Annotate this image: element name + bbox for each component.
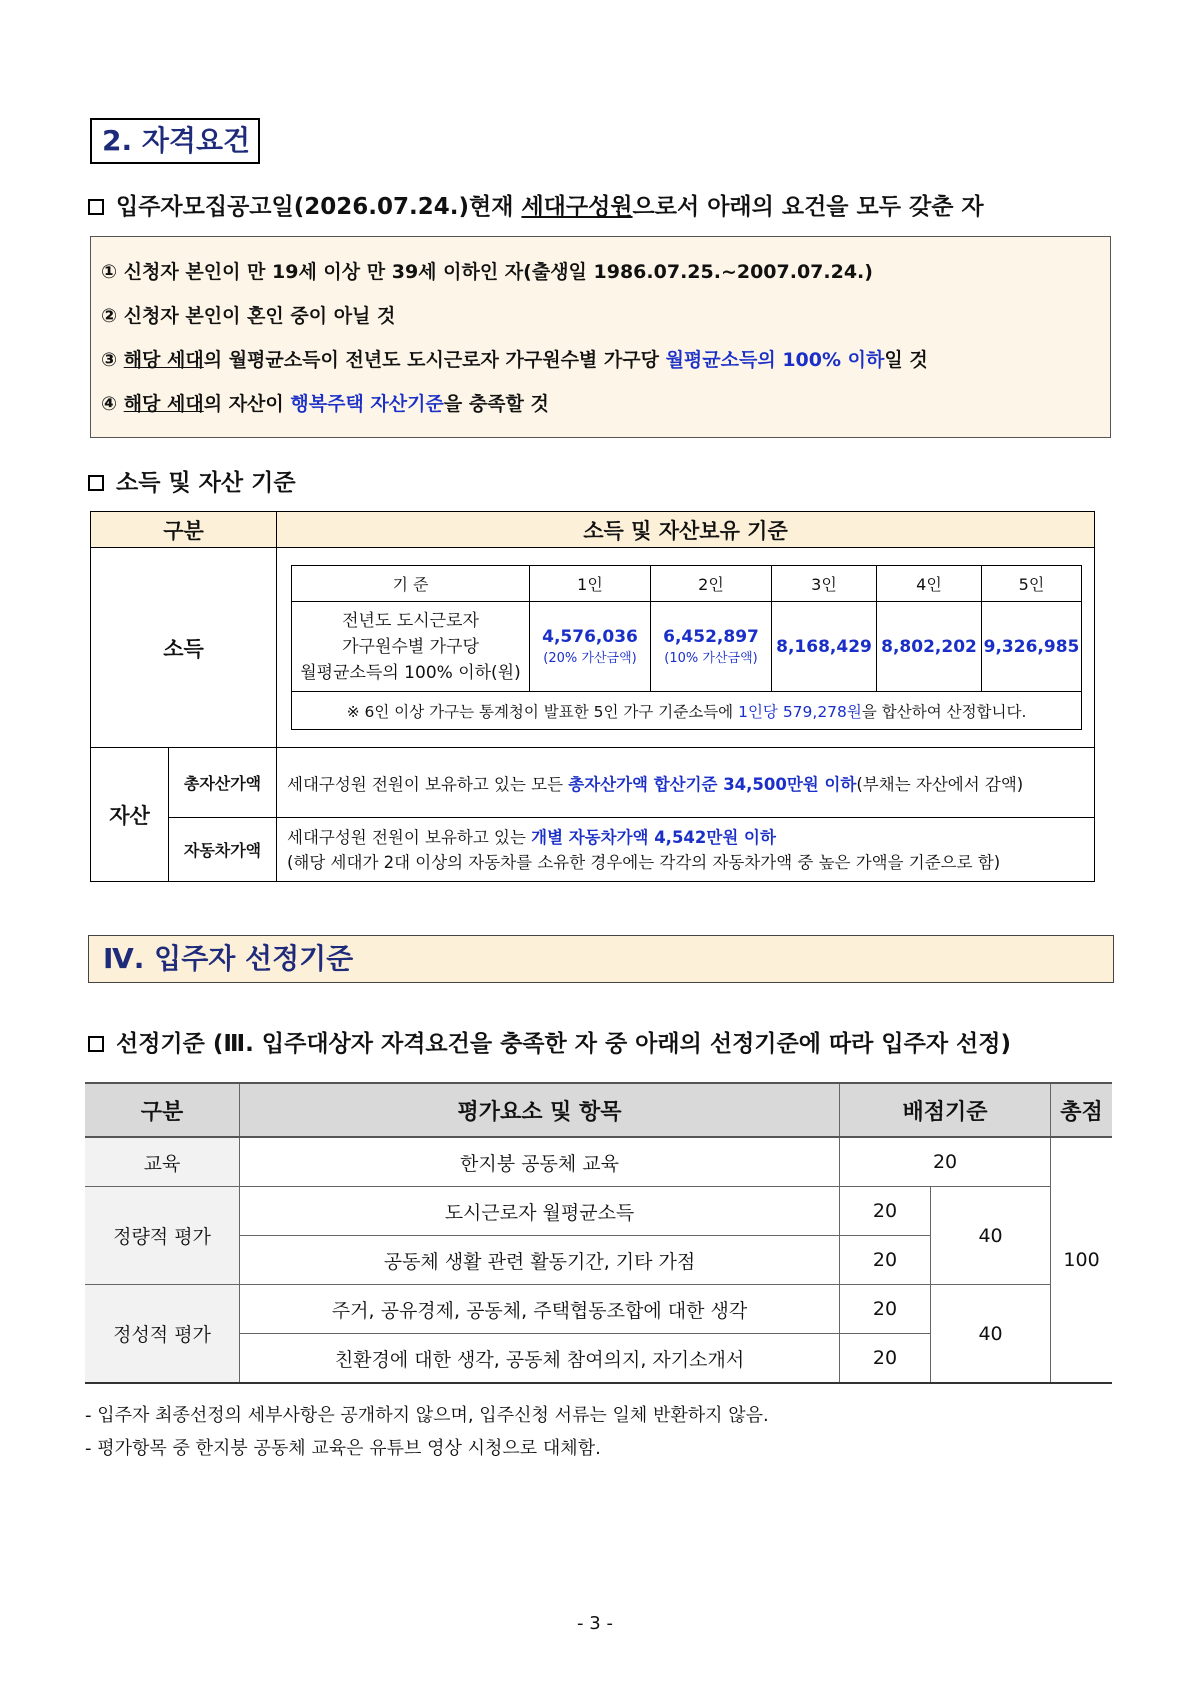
inner-header-3: 3인 <box>772 566 877 602</box>
income-cell <box>277 548 1095 748</box>
income-value-1: 4,576,036 (20% 가산금액) <box>530 602 651 692</box>
sel-header-items: 평가요소 및 항목 <box>240 1083 840 1137</box>
table-header-category: 구분 <box>91 512 277 548</box>
note-1: - 입주자 최종선정의 세부사항은 공개하지 않으며, 입주신청 서류는 일체 반환하지 않음. <box>85 1405 769 1426</box>
quant-item-2: 공동체 생활 관련 활동기간, 기타 가점 <box>240 1236 840 1285</box>
requirement-4: ④ 해당 세대의 자산이 행복주택 자산기준을 충족할 것 <box>101 393 549 415</box>
income-asset-table <box>90 511 1095 882</box>
requirement-3: ③ 해당 세대의 월평균소득이 전년도 도시근로자 가구원수별 가구당 월평균소득의 100% 이하일 것 <box>101 349 928 371</box>
requirements-box <box>90 236 1111 438</box>
checkbox-square-icon <box>88 199 104 215</box>
income-value-2: 6,452,897 (10% 가산금액) <box>651 602 772 692</box>
car-label: 자동차가액 <box>169 818 277 882</box>
income-label: 소득 <box>91 548 277 748</box>
income-heading: 소득 및 자산 기준 <box>88 464 296 497</box>
inner-header-1: 1인 <box>530 566 651 602</box>
qualification-heading: 입주자모집공고일(2026.07.24.)현재 세대구성원으로서 아래의 요건을 모두 갖춘 자 <box>88 188 984 221</box>
inner-header-4: 4인 <box>877 566 982 602</box>
income-note: ※ 6인 이상 가구는 통계청이 발표한 5인 가구 기준소득에 1인당 579,278원을 합산하여 산정합니다. <box>292 692 1082 730</box>
income-value-3: 8,168,429 <box>772 602 877 692</box>
inner-header-5: 5인 <box>982 566 1082 602</box>
quant-score-1: 20 <box>840 1187 931 1236</box>
requirement-1: ① 신청자 본인이 만 19세 이상 만 39세 이하인 자(출생일 1986.07.25.~2007.07.24.) <box>101 261 873 283</box>
section-title: 2. 자격요건 <box>90 118 260 164</box>
checkbox-square-icon <box>88 475 104 491</box>
total-asset-label: 총자산가액 <box>169 748 277 818</box>
table-header-criteria: 소득 및 자산보유 기준 <box>277 512 1095 548</box>
income-value-4: 8,802,202 <box>877 602 982 692</box>
section-iv-title: Ⅳ. 입주자 선정기준 <box>88 935 1114 983</box>
selection-table <box>85 1082 1112 1384</box>
sel-header-total: 총점 <box>1051 1083 1112 1137</box>
qual-score-2: 20 <box>840 1334 931 1384</box>
qual-item-2: 친환경에 대한 생각, 공동체 참여의지, 자기소개서 <box>240 1334 840 1384</box>
quant-subtotal: 40 <box>931 1187 1051 1285</box>
sel-header-score: 배점기준 <box>840 1083 1051 1137</box>
total-asset-criteria: 세대구성원 전원이 보유하고 있는 모든 총자산가액 합산기준 34,500만원 이하(부채는 자산에서 감액) <box>277 748 1095 818</box>
income-inner-table <box>291 565 1082 730</box>
car-criteria: 세대구성원 전원이 보유하고 있는 개별 자동차가액 4,542만원 이하 (해당 세대가 2대 이상의 자동차를 소유한 경우에는 각각의 자동차가액 중 높은 가액을 기준으로 함) <box>277 818 1095 882</box>
checkbox-square-icon <box>88 1036 104 1052</box>
income-value-5: 9,326,985 <box>982 602 1082 692</box>
criteria-text: 전년도 도시근로자 가구원수별 가구당 월평균소득의 100% 이하(원) <box>292 602 530 692</box>
qual-score-1: 20 <box>840 1285 931 1334</box>
quant-item-1: 도시근로자 월평균소득 <box>240 1187 840 1236</box>
note-2: - 평가항목 중 한지붕 공동체 교육은 유튜브 영상 시청으로 대체함. <box>85 1438 601 1459</box>
selection-heading: 선정기준 (Ⅲ. 입주대상자 자격요건을 충족한 자 중 아래의 선정기준에 따라 입주자 선정) <box>88 1025 1011 1058</box>
edu-item: 한지붕 공동체 교육 <box>240 1137 840 1187</box>
quant-score-2: 20 <box>840 1236 931 1285</box>
inner-header-2: 2인 <box>651 566 772 602</box>
total-score: 100 <box>1051 1137 1112 1383</box>
edu-score: 20 <box>840 1137 1051 1187</box>
qual-item-1: 주거, 공유경제, 공동체, 주택협동조합에 대한 생각 <box>240 1285 840 1334</box>
qual-label: 정성적 평가 <box>85 1285 240 1384</box>
qual-subtotal: 40 <box>931 1285 1051 1384</box>
asset-label: 자산 <box>91 748 169 882</box>
quant-label: 정량적 평가 <box>85 1187 240 1285</box>
sel-header-category: 구분 <box>85 1083 240 1137</box>
inner-header-criteria: 기 준 <box>292 566 530 602</box>
requirement-2: ② 신청자 본인이 혼인 중이 아닐 것 <box>101 305 396 327</box>
page-number: - 3 - <box>577 1613 613 1634</box>
edu-label: 교육 <box>85 1137 240 1187</box>
